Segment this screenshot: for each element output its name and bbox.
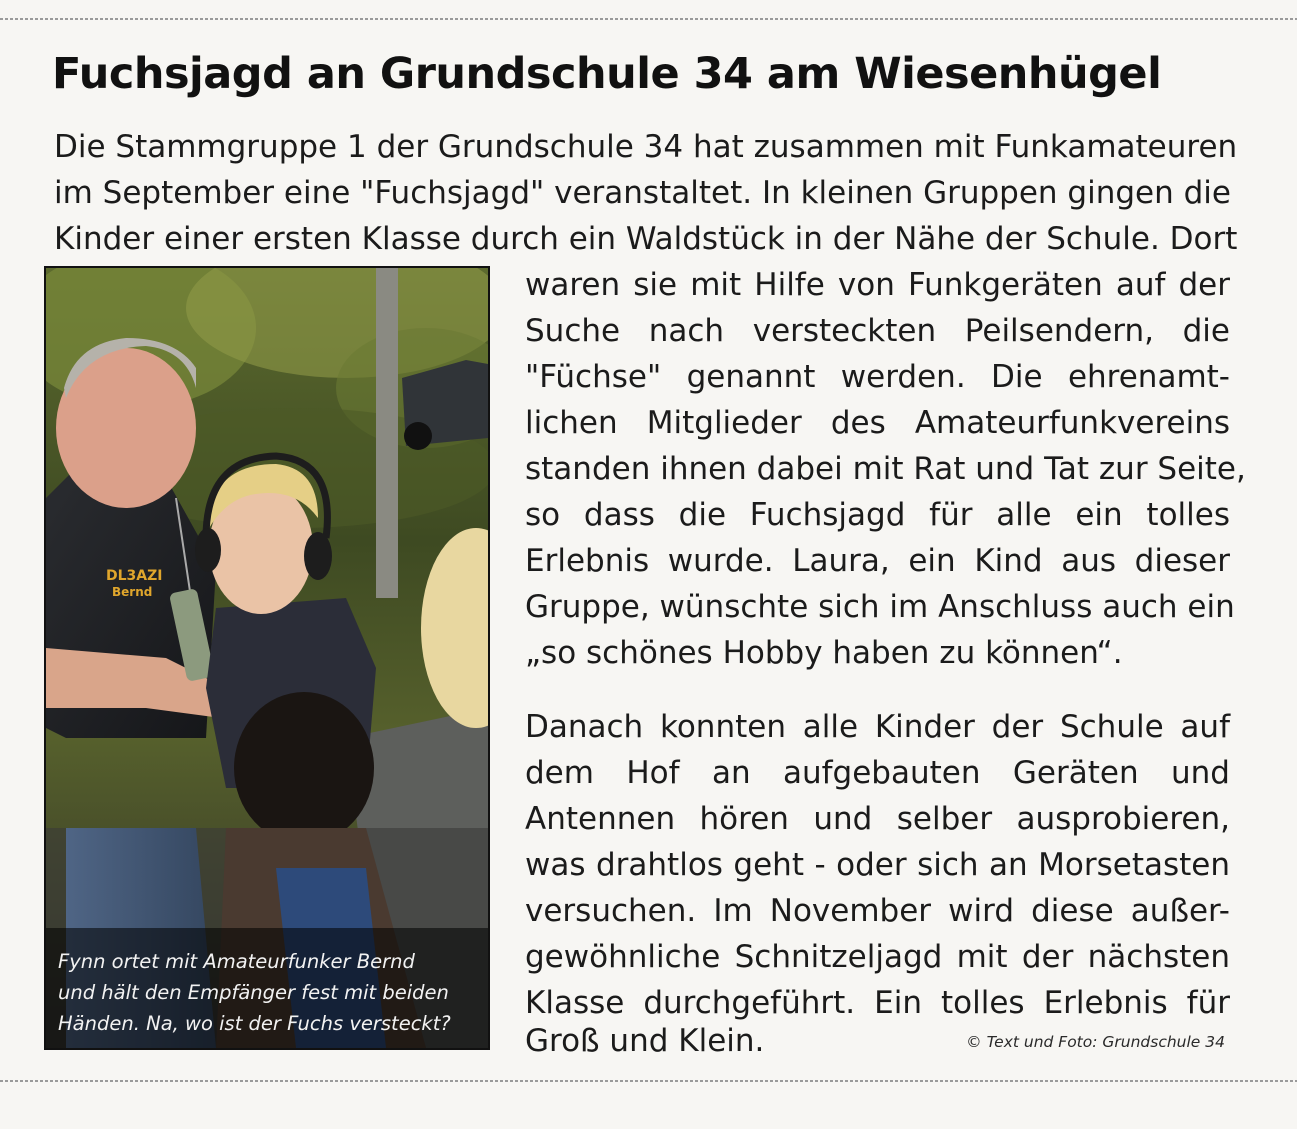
body-line: dem Hof an aufgebauten Geräten und	[525, 755, 1230, 791]
body-line: waren sie mit Hilfe von Funkgeräten auf der	[525, 267, 1230, 303]
body-line: Klasse durchgeführt. Ein tolles Erlebnis für	[525, 985, 1230, 1021]
caption-line: Händen. Na, wo ist der Fuchs versteckt?	[58, 1012, 451, 1035]
intro-line: im September eine "Fuchsjagd" veranstaltet. In kleinen Gruppen gingen die	[54, 175, 1231, 211]
caption-line: Fynn ortet mit Amateurfunker Bernd	[58, 950, 415, 973]
shirt-callsign: DL3AZI	[106, 568, 163, 584]
pole	[376, 268, 398, 598]
body-line: versuchen. Im November wird diese außer-	[525, 893, 1230, 929]
body-line: standen ihnen dabei mit Rat und Tat zur Seite,	[525, 451, 1246, 487]
bottom-divider	[0, 1080, 1297, 1082]
article-headline: Fuchsjagd an Grundschule 34 am Wiesenhügel	[52, 49, 1162, 99]
body-line: Antennen hören und selber ausprobieren,	[525, 801, 1230, 837]
body-line: „so schönes Hobby haben zu können“.	[525, 635, 1123, 671]
body-line: Suche nach versteckten Peilsendern, die	[525, 313, 1230, 349]
body-line: so dass die Fuchsjagd für alle ein tolles	[525, 497, 1230, 533]
top-divider	[0, 18, 1297, 20]
body-line: Danach konnten alle Kinder der Schule auf	[525, 709, 1230, 745]
child-back-of-head	[234, 692, 374, 844]
caption-line: und hält den Empfänger fest mit beiden	[58, 981, 449, 1004]
intro-line: Die Stammgruppe 1 der Grundschule 34 hat zusammen mit Funkamateuren	[54, 129, 1238, 165]
body-line: Erlebnis wurde. Laura, ein Kind aus dieser	[525, 543, 1230, 579]
body-line: gewöhnliche Schnitzeljagd mit der nächsten	[525, 939, 1230, 975]
photo-illustration	[46, 268, 488, 1048]
body-line: was drahtlos geht - oder sich an Morsetasten	[525, 847, 1230, 883]
photo-credit: © Text und Foto: Grundschule 34	[966, 1033, 1225, 1051]
shirt-name: Bernd	[112, 585, 153, 599]
body-line: Gruppe, wünschte sich im Anschluss auch ein	[525, 589, 1235, 625]
intro-line: Kinder einer ersten Klasse durch ein Waldstück in der Nähe der Schule. Dort	[54, 221, 1238, 257]
body-line: "Füchse" genannt werden. Die ehrenamt-	[525, 359, 1230, 395]
body-line: Groß und Klein.	[525, 1023, 765, 1059]
article-photo	[44, 266, 490, 1050]
body-line: lichen Mitglieder des Amateurfunkvereins	[525, 405, 1230, 441]
photo-caption	[58, 946, 478, 1039]
